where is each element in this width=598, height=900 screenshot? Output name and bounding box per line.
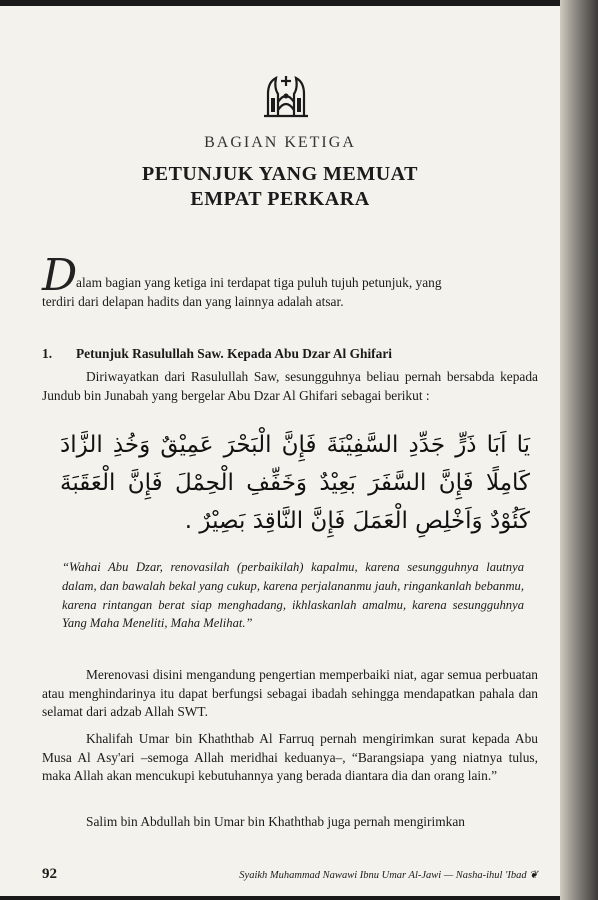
- body-paragraph-2: Merenovasi disini mengandung pengertian memperbaiki niat, agar semua perbuatan atau menghindarinya itu dapat berfungsi sebagai ibadah sehingga mendapatkan pahala dan selamat dari adzab Allah SWT.: [42, 667, 538, 719]
- section-number: 1.: [42, 346, 53, 361]
- chapter-title-line-1: PETUNJUK YANG MEMUAT: [142, 163, 418, 185]
- book-page: [0, 6, 560, 896]
- arabic-text-line-3: كَئُوْدٌ وَاَخْلِصِ الْعَمَلَ فَإِنَّ النَّاقِدَ بَصِيْرٌ .: [184, 508, 530, 534]
- translation-quote: “Wahai Abu Dzar, renovasilah (perbaikilah) kapalmu, karena sesungguhnya lautnya dalam, dan bawalah bekal yang cukup, karena perjalananmu jauh, ringankanlah bebanmu, karena rintangan berat siap menghadang, ikhlaskanlah amalmu, karena sesungguhnya Yang Maha Meneliti, Maha Melihat.”: [62, 560, 524, 631]
- running-title: Syaikh Muhammad Nawawi Ibnu Umar Al-Jawi — Nasha-ihul 'Ibad ❦: [239, 870, 538, 881]
- drop-cap: D: [42, 250, 78, 301]
- chapter-subtitle: BAGIAN KETIGA: [204, 134, 356, 151]
- body-paragraph-3: Khalifah Umar bin Khaththab Al Farruq pernah mengirimkan surat kepada Abu Musa Al Asy'ari –semoga Allah meridhai keduanya–, “Barangsiapa yang niatnya tulus, maka Allah akan mencukupi kebutuhannya yang berada diantara dia dan orang lain.”: [42, 731, 538, 783]
- intro-line-1: alam bagian yang ketiga ini terdapat tiga puluh tujuh petunjuk, yang: [76, 275, 442, 290]
- arabic-text-line-2: كَامِلًا فَإِنَّ السَّفَرَ بَعِيْدٌ وَخَفِّفِ الْحِمْلَ فَإِنَّ الْعَقَبَةَ: [60, 470, 530, 496]
- book-gutter-shadow: [560, 0, 598, 900]
- intro-line-2: terdiri dari delapan hadits dan yang lainnya adalah atsar.: [42, 293, 344, 309]
- body-paragraph-4: Salim bin Abdullah bin Umar bin Khaththab juga pernah mengirimkan: [86, 814, 465, 829]
- section-paragraph: Diriwayatkan dari Rasulullah Saw, sesungguhnya beliau pernah bersabda kepada Jundub bin Junabah yang bergelar Abu Dzar Al Ghifari sebagai berikut :: [42, 369, 538, 403]
- section-heading-text: Petunjuk Rasulullah Saw. Kepada Abu Dzar Al Ghifari: [76, 346, 392, 361]
- page-footer: [0, 866, 560, 886]
- arabic-text-line-1: يَا اَبَا ذَرٍّ جَدِّدِ السَّفِيْنَةَ فَإِنَّ الْبَحْرَ عَمِيْقٌ وَخُذِ الزَّادَ: [60, 432, 530, 458]
- chapter-title-line-2: EMPAT PERKARA: [190, 188, 370, 210]
- chapter-ornament-icon: [262, 72, 310, 120]
- page-number: 92: [42, 866, 57, 882]
- section-heading: [42, 346, 538, 362]
- chapter-title: [0, 162, 560, 212]
